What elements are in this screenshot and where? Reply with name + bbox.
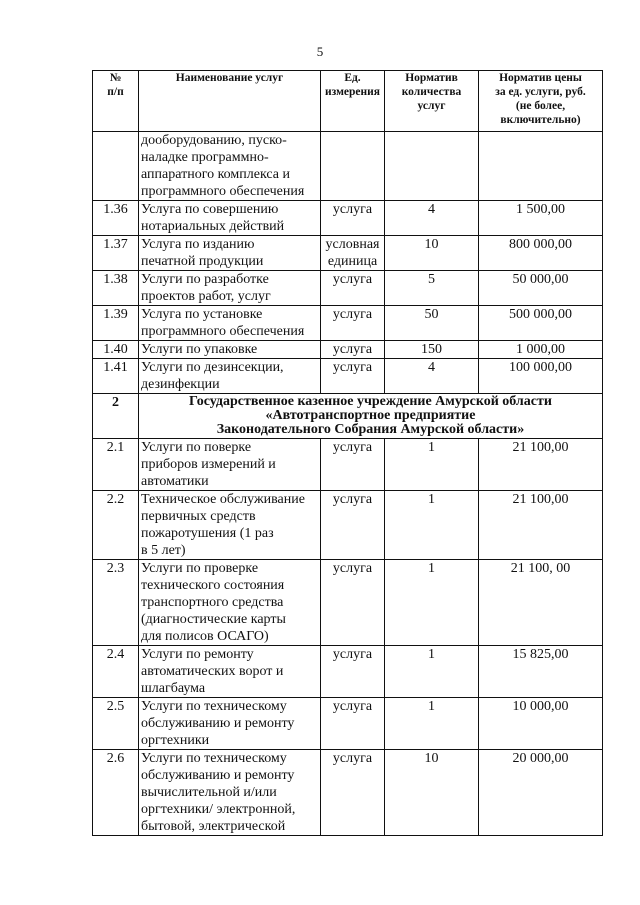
- cell-price: 500 000,00: [479, 306, 603, 341]
- cell-price: 21 100,00: [479, 439, 603, 491]
- cell-unit: услуга: [321, 201, 385, 236]
- header-price: Норматив цены за ед. услуги, руб. (не более, включительно): [479, 71, 603, 132]
- cell-qty: 10: [385, 750, 479, 836]
- cell-price: 21 100,00: [479, 491, 603, 560]
- cell-price: 100 000,00: [479, 359, 603, 394]
- cell-qty: 4: [385, 359, 479, 394]
- cell-num: 2.6: [93, 750, 139, 836]
- table-header-row: [93, 71, 603, 132]
- cell-qty: 1: [385, 491, 479, 560]
- cell-price: [479, 132, 603, 201]
- cell-qty: 1: [385, 560, 479, 646]
- cell-price: 21 100, 00: [479, 560, 603, 646]
- cell-price: 10 000,00: [479, 698, 603, 750]
- table-row: [93, 359, 603, 394]
- header-name: Наименование услуг: [139, 71, 321, 132]
- cell-name: Услуги по проверке технического состояния транспортного средства (диагностические карты для полисов ОСАГО): [139, 560, 321, 646]
- cell-name: Техническое обслуживание первичных средств пожаротушения (1 раз в 5 лет): [139, 491, 321, 560]
- page-number: 5: [316, 44, 324, 59]
- cell-qty: 1: [385, 646, 479, 698]
- header-unit: Ед. измерения: [321, 71, 385, 132]
- cell-num: 2.5: [93, 698, 139, 750]
- cell-name: Услуги по упаковке: [139, 341, 321, 359]
- cell-unit: услуга: [321, 560, 385, 646]
- cell-price: 1 500,00: [479, 201, 603, 236]
- cell-num: 1.36: [93, 201, 139, 236]
- table-row-continuation: [93, 132, 603, 201]
- cell-unit: услуга: [321, 750, 385, 836]
- cell-num: 2.1: [93, 439, 139, 491]
- cell-num: 1.40: [93, 341, 139, 359]
- cell-name: Услуга по изданию печатной продукции: [139, 236, 321, 271]
- cell-unit: услуга: [321, 341, 385, 359]
- cell-unit: услуга: [321, 698, 385, 750]
- table-row: [93, 236, 603, 271]
- cell-name: Услуги по дезинсекции, дезинфекции: [139, 359, 321, 394]
- cell-price: 1 000,00: [479, 341, 603, 359]
- table-row: [93, 341, 603, 359]
- cell-name: Услуги по ремонту автоматических ворот и шлагбаума: [139, 646, 321, 698]
- cell-qty: 50: [385, 306, 479, 341]
- table-row: [93, 646, 603, 698]
- cell-unit: услуга: [321, 271, 385, 306]
- cell-unit: услуга: [321, 439, 385, 491]
- cell-price: 50 000,00: [479, 271, 603, 306]
- cell-name: Услуга по совершению нотариальных действий: [139, 201, 321, 236]
- table-row: [93, 698, 603, 750]
- cell-qty: 1: [385, 698, 479, 750]
- cell-name: дооборудованию, пуско- наладке программно- аппаратного комплекса и программного обеспечения: [139, 132, 321, 201]
- section-num: 2: [93, 394, 139, 439]
- cell-unit: услуга: [321, 359, 385, 394]
- cell-qty: 10: [385, 236, 479, 271]
- cell-name: Услуги по техническому обслуживанию и ремонту вычислительной и/или оргтехники/ электронной, бытовой, электрической: [139, 750, 321, 836]
- cell-num: 1.41: [93, 359, 139, 394]
- cell-qty: [385, 132, 479, 201]
- cell-qty: 5: [385, 271, 479, 306]
- cell-name: Услуга по установке программного обеспечения: [139, 306, 321, 341]
- section-row: [93, 394, 603, 439]
- cell-price: 800 000,00: [479, 236, 603, 271]
- table-row: [93, 560, 603, 646]
- cell-name: Услуги по поверке приборов измерений и автоматики: [139, 439, 321, 491]
- table-row: [93, 271, 603, 306]
- section-title: Государственное казенное учреждение Амурской области «Автотранспортное предприятие Законодательного Собрания Амурской области»: [139, 394, 603, 439]
- cell-num: [93, 132, 139, 201]
- header-num: № п/п: [93, 71, 139, 132]
- table-row: [93, 306, 603, 341]
- cell-unit: [321, 132, 385, 201]
- table-row: [93, 201, 603, 236]
- cell-qty: 150: [385, 341, 479, 359]
- table-row: [93, 439, 603, 491]
- cell-num: 1.37: [93, 236, 139, 271]
- services-table: [92, 70, 603, 836]
- cell-unit: услуга: [321, 646, 385, 698]
- cell-num: 1.39: [93, 306, 139, 341]
- cell-unit: услуга: [321, 491, 385, 560]
- cell-num: 2.3: [93, 560, 139, 646]
- cell-price: 20 000,00: [479, 750, 603, 836]
- cell-name: Услуги по техническому обслуживанию и ремонту оргтехники: [139, 698, 321, 750]
- cell-qty: 4: [385, 201, 479, 236]
- cell-name: Услуги по разработке проектов работ, услуг: [139, 271, 321, 306]
- cell-unit: условная единица: [321, 236, 385, 271]
- table-row: [93, 750, 603, 836]
- cell-unit: услуга: [321, 306, 385, 341]
- cell-num: 2.2: [93, 491, 139, 560]
- cell-qty: 1: [385, 439, 479, 491]
- cell-price: 15 825,00: [479, 646, 603, 698]
- cell-num: 1.38: [93, 271, 139, 306]
- table-row: [93, 491, 603, 560]
- cell-num: 2.4: [93, 646, 139, 698]
- header-qty: Норматив количества услуг: [385, 71, 479, 132]
